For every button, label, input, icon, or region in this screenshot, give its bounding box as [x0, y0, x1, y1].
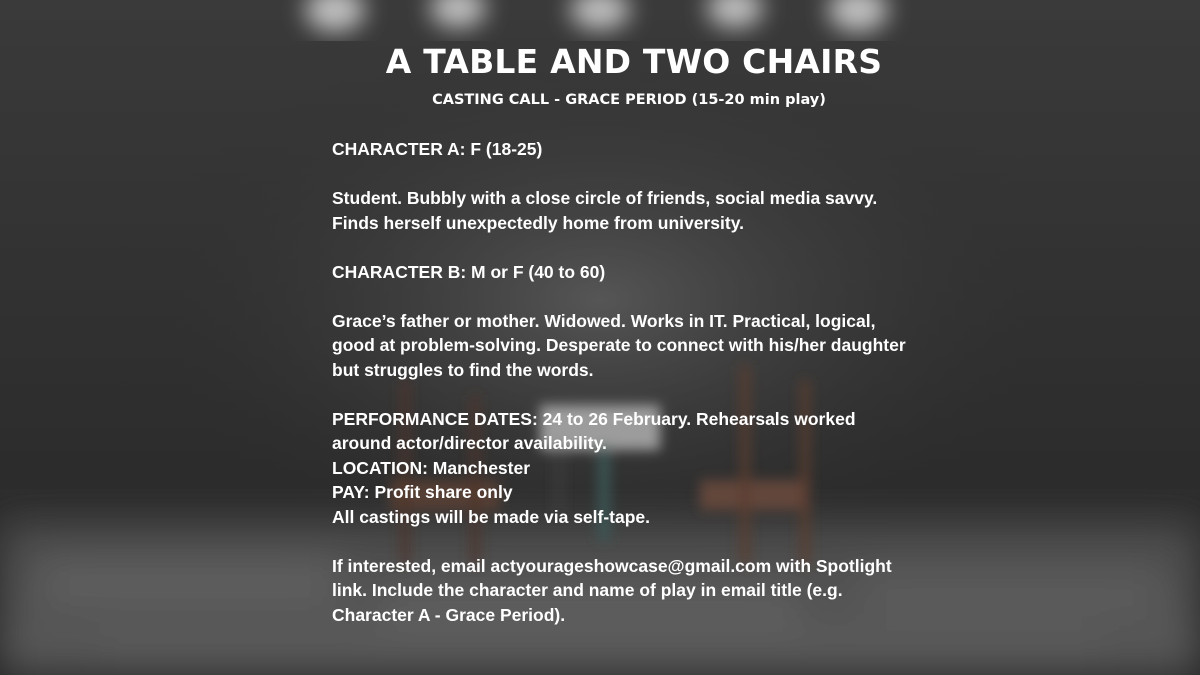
character-b-description-line: good at problem-solving. Desperate to connect with his/her daughter	[332, 335, 906, 355]
contact-line: If interested, email actyourageshowcase@gmail.com with Spotlight	[332, 555, 892, 576]
character-a-heading: CHARACTER A: F (18-25)	[332, 139, 543, 159]
poster-body	[332, 137, 932, 627]
contact-line: Character A - Grace Period).	[332, 604, 566, 625]
character-b-description-line: Grace’s father or mother. Widowed. Works in IT. Practical, logical,	[332, 310, 876, 331]
poster-title: A TABLE AND TWO CHAIRS	[385, 42, 883, 81]
castings-note: All castings will be made via self-tape.	[332, 506, 651, 527]
character-b-description-line: but struggles to find the words.	[332, 359, 594, 380]
performance-dates: PERFORMANCE DATES: 24 to 26 February. Rehearsals worked	[332, 408, 856, 429]
poster-subtitle: CASTING CALL - GRACE PERIOD (15-20 min play)	[432, 92, 826, 108]
location: LOCATION: Manchester	[332, 457, 531, 478]
performance-dates-continued: around actor/director availability.	[332, 433, 607, 453]
pay: PAY: Profit share only	[332, 482, 513, 502]
character-a-description-line: Student. Bubbly with a close circle of friends, social media savvy.	[332, 188, 878, 208]
character-b-heading: CHARACTER B: M or F (40 to 60)	[332, 261, 606, 282]
character-a-description-line: Finds herself unexpectedly home from university.	[332, 212, 745, 233]
contact-line: link. Include the character and name of play in email title (e.g.	[332, 580, 843, 600]
